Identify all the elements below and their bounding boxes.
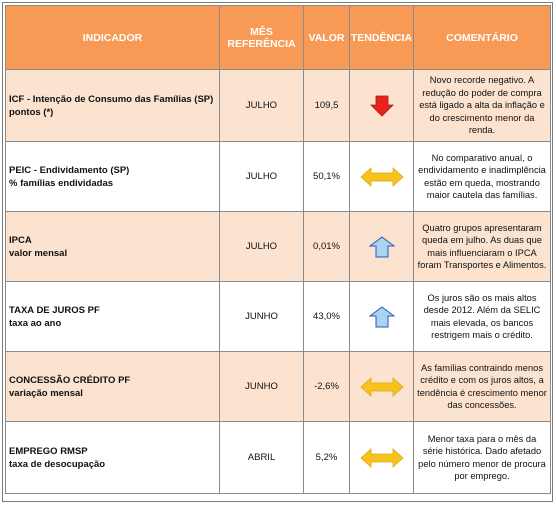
left-right-arrow-icon xyxy=(360,376,404,398)
left-right-arrow-icon xyxy=(360,447,404,469)
up-arrow-icon xyxy=(369,306,395,328)
indicator-unit: valor mensal xyxy=(9,247,68,259)
month-cell: JULHO xyxy=(220,70,304,142)
header-valor: VALOR xyxy=(304,6,350,70)
indicator-cell xyxy=(6,352,220,422)
comment-cell: No comparativo anual, o endividamento e inadimplência estão em queda, mostrando maior cautela das famílias. xyxy=(414,142,551,212)
header-indicador: INDICADOR xyxy=(6,6,220,70)
table-row xyxy=(6,142,551,212)
header-mes-line2: REFERÊNCIA xyxy=(227,37,296,50)
trend-cell xyxy=(350,212,414,282)
value-cell: 0,01% xyxy=(304,212,350,282)
indicator-unit: % famílias endividadas xyxy=(9,177,114,189)
indicator-name: TAXA DE JUROS PF xyxy=(9,304,100,316)
trend-cell xyxy=(350,352,414,422)
indicator-cell xyxy=(6,212,220,282)
indicator-unit: taxa de desocupação xyxy=(9,458,106,470)
month-cell: JUNHO xyxy=(220,282,304,352)
indicator-name: CONCESSÃO CRÉDITO PF xyxy=(9,374,131,386)
month-cell: JULHO xyxy=(220,212,304,282)
header-tendencia: TENDÊNCIA xyxy=(350,6,414,70)
indicator-cell xyxy=(6,70,220,142)
month-cell: JULHO xyxy=(220,142,304,212)
header-mes-line1: MÊS xyxy=(250,25,273,38)
value-cell: 5,2% xyxy=(304,422,350,494)
comment-cell: Quatro grupos apresentaram queda em julho. As duas que mais influenciaram o IPCA foram Transportes e Alimentos. xyxy=(414,212,551,282)
indicator-cell xyxy=(6,422,220,494)
value-cell: 109,5 xyxy=(304,70,350,142)
header-mes-referencia xyxy=(220,6,304,70)
table-header-row xyxy=(6,6,551,70)
trend-cell xyxy=(350,422,414,494)
indicator-cell xyxy=(6,142,220,212)
comment-cell: As famílias contraindo menos crédito e com os juros altos, a tendência é crescimento menor das concessões. xyxy=(414,352,551,422)
value-cell: 43,0% xyxy=(304,282,350,352)
indicator-name: EMPREGO RMSP xyxy=(9,445,88,457)
indicator-name: ICF - Intenção de Consumo das Famílias (SP) xyxy=(9,93,214,105)
month-cell: ABRIL xyxy=(220,422,304,494)
indicator-name: PEIC - Endividamento (SP) xyxy=(9,164,130,176)
down-arrow-icon xyxy=(370,95,394,117)
indicator-unit: taxa ao ano xyxy=(9,317,62,329)
indicator-unit: variação mensal xyxy=(9,387,83,399)
up-arrow-icon xyxy=(369,236,395,258)
indicators-table xyxy=(5,5,551,494)
indicator-name: IPCA xyxy=(9,234,32,246)
comment-cell: Menor taxa para o mês da série histórica. Dado afetado pelo número menor de procura por emprego. xyxy=(414,422,551,494)
month-cell: JUNHO xyxy=(220,352,304,422)
table-row xyxy=(6,352,551,422)
trend-cell xyxy=(350,142,414,212)
header-comentario: COMENTÁRIO xyxy=(414,6,551,70)
value-cell: 50,1% xyxy=(304,142,350,212)
indicator-cell xyxy=(6,282,220,352)
comment-cell: Novo recorde negativo. A redução do poder de compra está ligado a alta da inflação e do crescimento menor da renda. xyxy=(414,70,551,142)
trend-cell xyxy=(350,70,414,142)
left-right-arrow-icon xyxy=(360,166,404,188)
comment-cell: Os juros são os mais altos desde 2012. Além da SELIC mais elevada, os bancos restrigem mais o crédito. xyxy=(414,282,551,352)
table-row xyxy=(6,282,551,352)
value-cell: -2,6% xyxy=(304,352,350,422)
indicator-unit: pontos (*) xyxy=(9,106,54,118)
table-row xyxy=(6,422,551,494)
table-row xyxy=(6,70,551,142)
table-row xyxy=(6,212,551,282)
trend-cell xyxy=(350,282,414,352)
